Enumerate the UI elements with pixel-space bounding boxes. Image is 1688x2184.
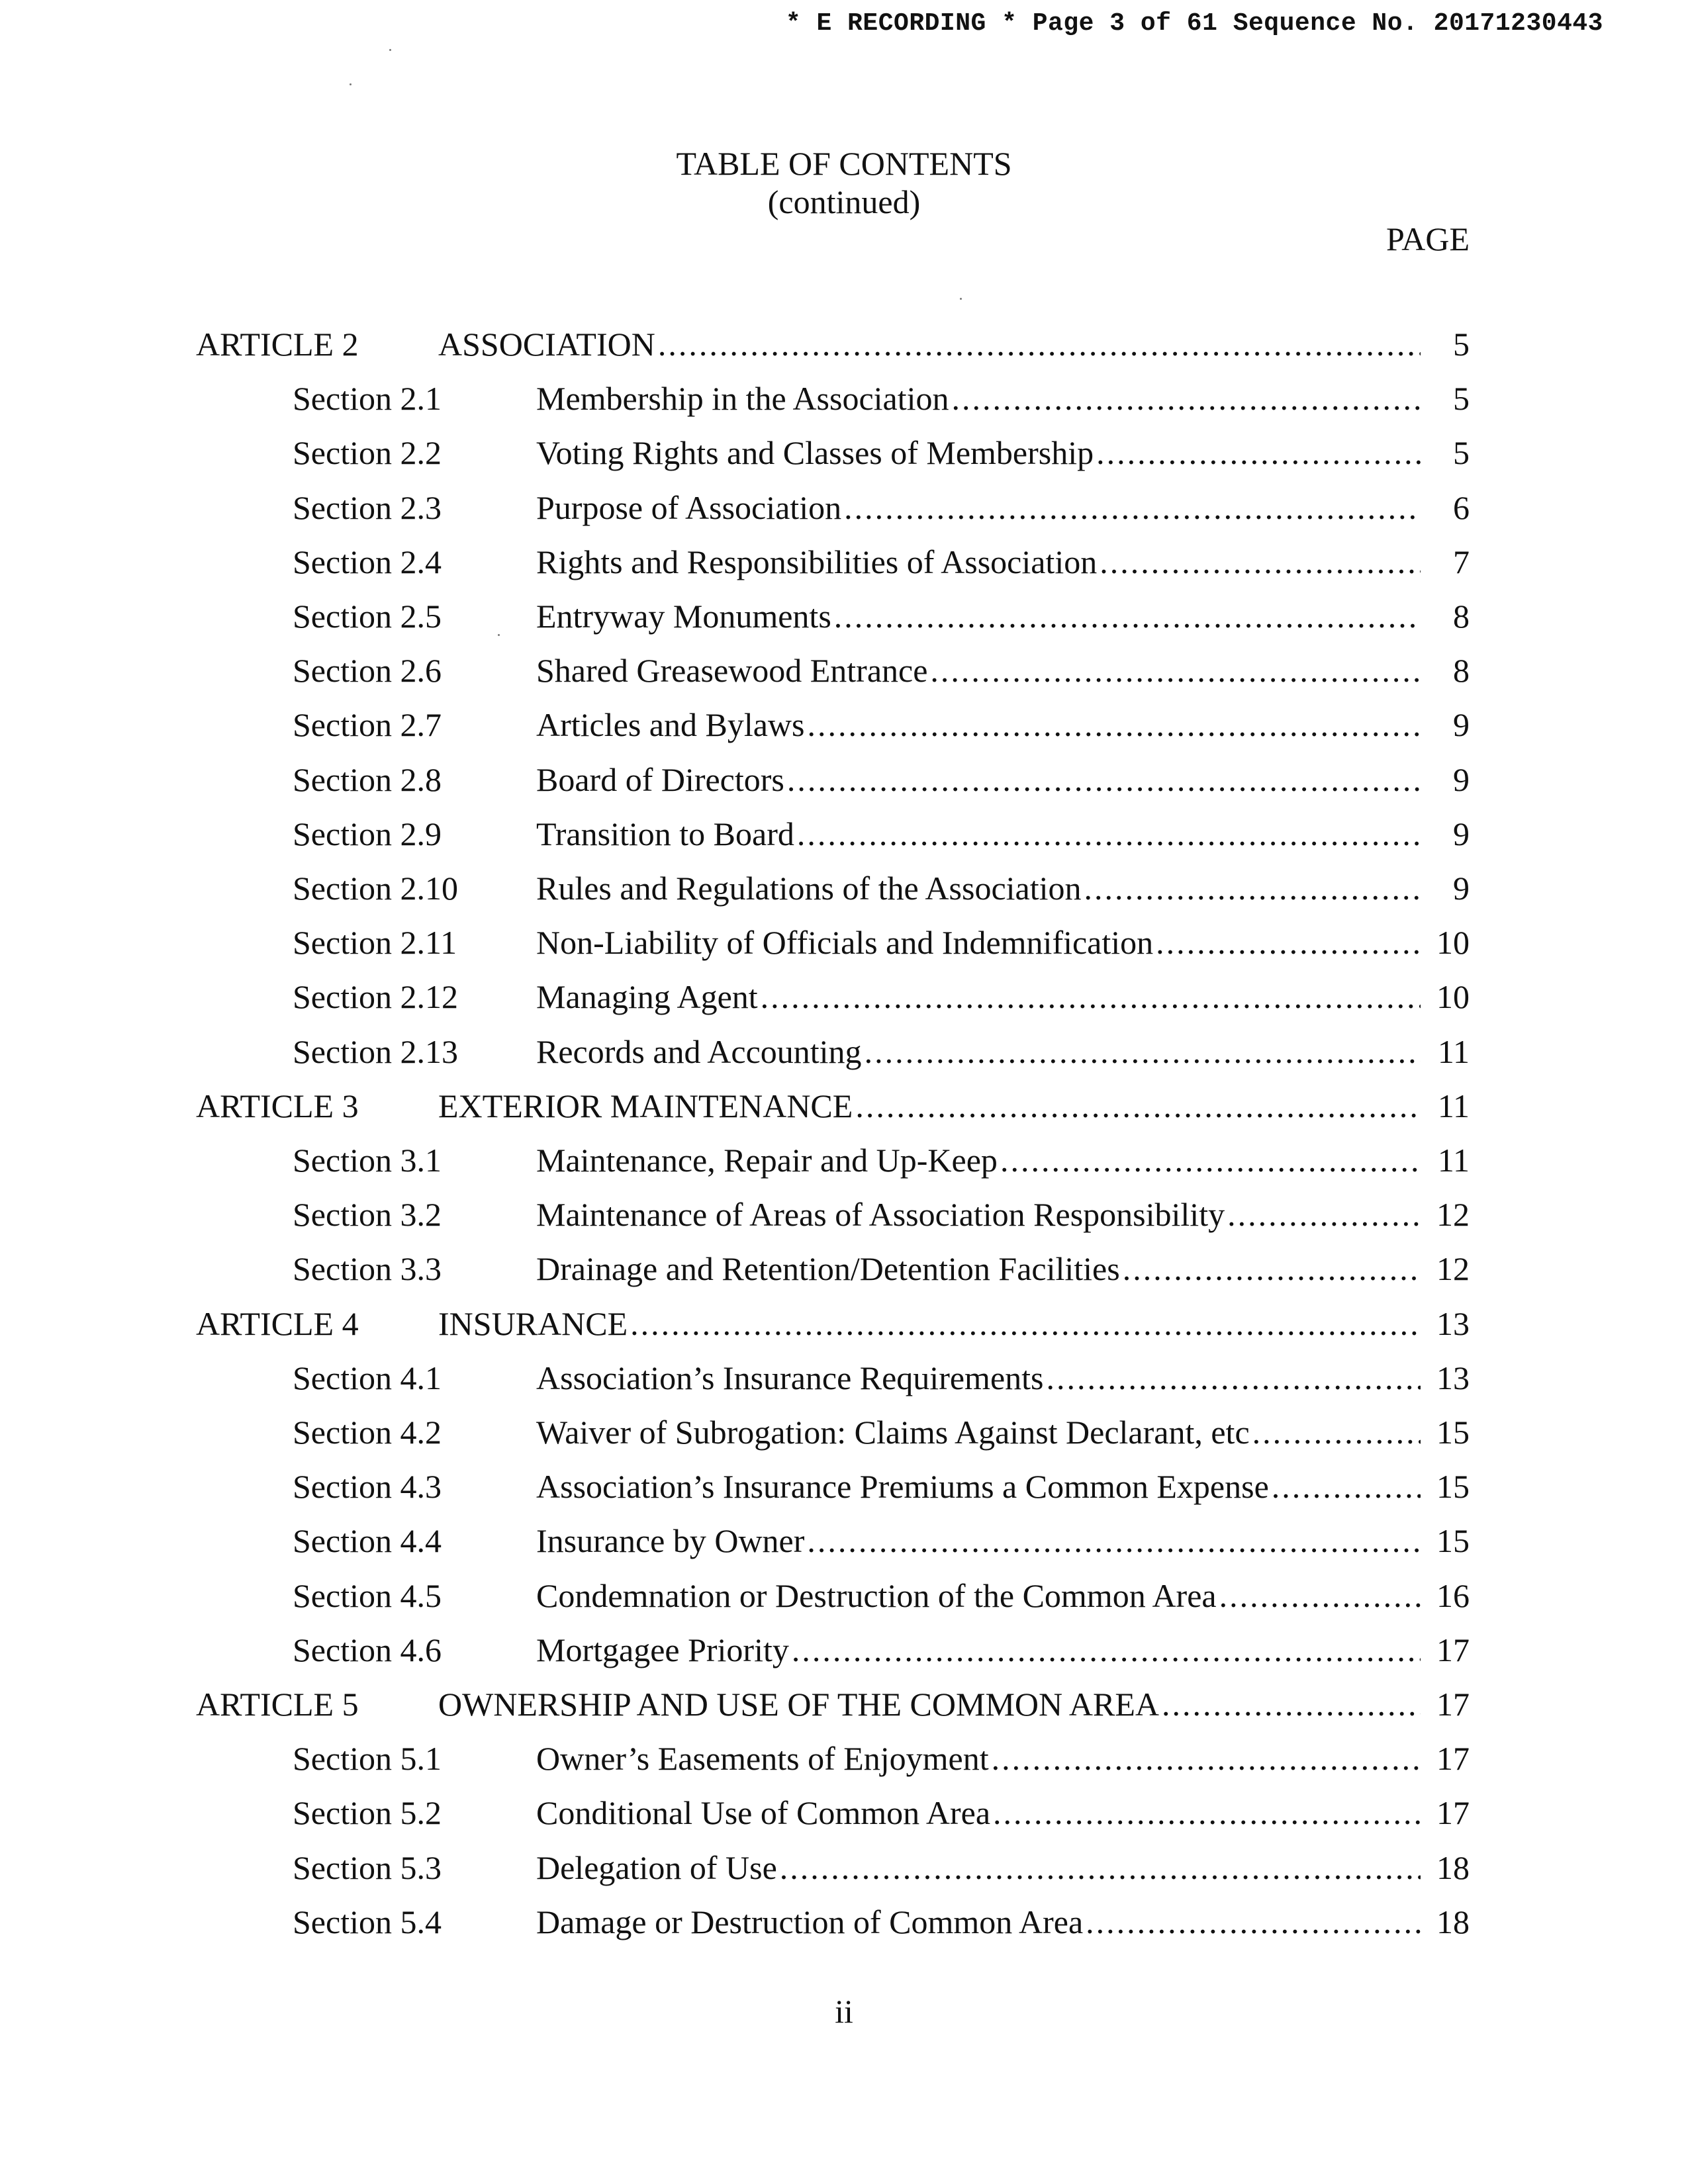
toc-section-row (0, 596, 1688, 636)
section-number: Section 4.1 (293, 1359, 442, 1396)
dot-leader (1162, 1684, 1421, 1724)
page-number: 6 (1453, 489, 1470, 526)
article-number: ARTICLE 4 (196, 1305, 359, 1342)
section-number: Section 2.5 (293, 598, 442, 635)
toc-section-row (0, 1902, 1688, 1942)
page-number: 8 (1453, 652, 1470, 689)
section-title: Board of Directors (536, 761, 784, 798)
toc-section-row (0, 760, 1688, 799)
section-number: Section 2.1 (293, 380, 442, 417)
section-number: Section 4.3 (293, 1468, 442, 1505)
section-title: Rights and Responsibilities of Association (536, 543, 1098, 580)
page-number: 17 (1436, 1794, 1470, 1831)
entry-leader (536, 433, 1421, 473)
dot-leader (1084, 868, 1421, 908)
section-number: Section 5.4 (293, 1903, 442, 1940)
section-number: Section 2.9 (293, 815, 442, 852)
page-number: 17 (1436, 1631, 1470, 1668)
page-number: 18 (1436, 1903, 1470, 1940)
toc-section-row (0, 923, 1688, 962)
section-title: Transition to Board (536, 815, 794, 852)
section-title: Condemnation or Destruction of the Common Area (536, 1577, 1217, 1614)
section-title: Mortgagee Priority (536, 1631, 789, 1668)
dot-leader (1046, 1358, 1421, 1398)
section-number: Section 2.8 (293, 761, 442, 798)
page-number: 7 (1453, 543, 1470, 580)
section-title: Association’s Insurance Premiums a Common Expense (536, 1468, 1269, 1505)
dot-leader (807, 705, 1421, 745)
page-number: 12 (1436, 1250, 1470, 1287)
article-title: EXTERIOR MAINTENANCE (438, 1087, 853, 1124)
page-number: 17 (1436, 1740, 1470, 1777)
entry-leader (536, 705, 1421, 745)
article-title: ASSOCIATION (438, 326, 655, 363)
toc-section-row (0, 1032, 1688, 1071)
page-number: 9 (1453, 870, 1470, 907)
toc-section-row (0, 814, 1688, 854)
section-number: Section 3.3 (293, 1250, 442, 1287)
section-title: Membership in the Association (536, 380, 949, 417)
toc-section-row (0, 433, 1688, 473)
page-column-label: PAGE (1386, 220, 1470, 257)
page-number: 12 (1436, 1196, 1470, 1233)
dot-leader (1100, 542, 1421, 582)
toc-section-row (0, 868, 1688, 908)
section-number: Section 2.2 (293, 434, 442, 471)
entry-leader (536, 1521, 1421, 1561)
page-number: 16 (1436, 1577, 1470, 1614)
toc-section-row (0, 488, 1688, 527)
entry-leader (536, 1358, 1421, 1398)
section-number: Section 2.3 (293, 489, 442, 526)
dot-leader (834, 596, 1421, 636)
scan-speck (389, 49, 391, 51)
entry-leader (536, 1902, 1421, 1942)
entry-leader (438, 324, 1421, 364)
toc-article-row (0, 324, 1688, 364)
entry-leader (536, 814, 1421, 854)
page-number: 8 (1453, 598, 1470, 635)
toc-section-row (0, 1521, 1688, 1561)
dot-leader (1000, 1140, 1421, 1180)
entry-leader (438, 1304, 1421, 1343)
section-number: Section 2.4 (293, 543, 442, 580)
toc-section-row (0, 1195, 1688, 1234)
section-number: Section 2.7 (293, 706, 442, 743)
section-number: Section 4.2 (293, 1414, 442, 1451)
dot-leader (865, 1032, 1421, 1071)
section-number: Section 3.2 (293, 1196, 442, 1233)
section-title: Drainage and Retention/Detention Facilities (536, 1250, 1120, 1287)
section-title: Waiver of Subrogation: Claims Against Declarant, etc (536, 1414, 1250, 1451)
entry-leader (536, 651, 1421, 690)
page-number: 15 (1436, 1468, 1470, 1505)
toc-section-row (0, 1249, 1688, 1289)
section-number: Section 4.5 (293, 1577, 442, 1614)
entry-leader (536, 1249, 1421, 1289)
entry-leader (536, 760, 1421, 799)
entry-leader (536, 1576, 1421, 1615)
page-number: 18 (1436, 1849, 1470, 1886)
page-number-footer: ii (835, 1993, 853, 2030)
entry-leader (536, 1195, 1421, 1234)
section-number: Section 2.11 (293, 924, 457, 961)
entry-leader (536, 542, 1421, 582)
entry-leader (536, 1032, 1421, 1071)
toc-article-row (0, 1086, 1688, 1126)
toc-section-row (0, 379, 1688, 418)
entry-leader (536, 1412, 1421, 1452)
dot-leader (844, 488, 1421, 527)
dot-leader (930, 651, 1421, 690)
entry-leader (536, 379, 1421, 418)
section-title: Delegation of Use (536, 1849, 777, 1886)
section-number: Section 5.3 (293, 1849, 442, 1886)
page-number: 13 (1436, 1305, 1470, 1342)
dot-leader (1086, 1902, 1421, 1942)
section-number: Section 2.6 (293, 652, 442, 689)
dot-leader (792, 1630, 1421, 1670)
dot-leader (855, 1086, 1421, 1126)
dot-leader (1156, 923, 1421, 962)
entry-leader (536, 488, 1421, 527)
dot-leader (780, 1848, 1421, 1888)
section-number: Section 2.13 (293, 1033, 458, 1070)
section-number: Section 4.6 (293, 1631, 442, 1668)
entry-leader (536, 1739, 1421, 1778)
section-number: Section 3.1 (293, 1142, 442, 1179)
entry-leader (536, 1630, 1421, 1670)
toc-section-row (0, 977, 1688, 1017)
dot-leader (797, 814, 1421, 854)
section-title: Records and Accounting (536, 1033, 862, 1070)
entry-leader (536, 1467, 1421, 1506)
toc-article-row (0, 1304, 1688, 1343)
entry-leader (536, 1793, 1421, 1833)
toc-article-row (0, 1684, 1688, 1724)
entry-leader (536, 1848, 1421, 1888)
toc-section-row (0, 542, 1688, 582)
section-title: Non-Liability of Officials and Indemnification (536, 924, 1154, 961)
scan-speck (960, 298, 962, 300)
page-number: 17 (1436, 1686, 1470, 1723)
scan-speck (498, 634, 500, 636)
page-number: 5 (1453, 434, 1470, 471)
scan-speck (350, 83, 352, 85)
entry-leader (536, 923, 1421, 962)
entry-leader (536, 596, 1421, 636)
section-title: Entryway Monuments (536, 598, 831, 635)
section-title: Rules and Regulations of the Association (536, 870, 1082, 907)
toc-section-row (0, 1140, 1688, 1180)
section-title: Articles and Bylaws (536, 706, 805, 743)
section-title: Association’s Insurance Requirements (536, 1359, 1044, 1396)
toc-section-row (0, 1630, 1688, 1670)
toc-section-row (0, 705, 1688, 745)
page-number: 10 (1436, 924, 1470, 961)
dot-leader (1096, 433, 1421, 473)
page-number: 9 (1453, 706, 1470, 743)
section-title: Maintenance of Areas of Association Responsibility (536, 1196, 1225, 1233)
page-number: 5 (1453, 380, 1470, 417)
section-title: Insurance by Owner (536, 1522, 805, 1559)
page-number: 11 (1437, 1087, 1470, 1124)
dot-leader (993, 1793, 1421, 1833)
article-number: ARTICLE 3 (196, 1087, 359, 1124)
dot-leader (658, 324, 1421, 364)
toc-section-row (0, 1793, 1688, 1833)
section-number: Section 5.2 (293, 1794, 442, 1831)
recording-stamp: * E RECORDING * Page 3 of 61 Sequence No. 20171230443 (785, 9, 1603, 38)
dot-leader (761, 977, 1421, 1017)
article-number: ARTICLE 2 (196, 326, 359, 363)
dot-leader (787, 760, 1421, 799)
page-number: 15 (1436, 1522, 1470, 1559)
section-title: Managing Agent (536, 978, 758, 1015)
section-title: Conditional Use of Common Area (536, 1794, 991, 1831)
dot-leader (1123, 1249, 1421, 1289)
section-title: Voting Rights and Classes of Membership (536, 434, 1094, 471)
toc-section-row (0, 1467, 1688, 1506)
section-number: Section 2.12 (293, 978, 458, 1015)
toc-section-row (0, 1848, 1688, 1888)
dot-leader (992, 1739, 1421, 1778)
page-number: 11 (1437, 1142, 1470, 1179)
dot-leader (630, 1304, 1421, 1343)
dot-leader (807, 1521, 1421, 1561)
entry-leader (438, 1684, 1421, 1724)
page-number: 9 (1453, 761, 1470, 798)
toc-title: TABLE OF CONTENTS (676, 145, 1012, 182)
section-title: Owner’s Easements of Enjoyment (536, 1740, 989, 1777)
page-number: 9 (1453, 815, 1470, 852)
section-title: Shared Greasewood Entrance (536, 652, 928, 689)
dot-leader (952, 379, 1421, 418)
article-title: INSURANCE (438, 1305, 628, 1342)
entry-leader (438, 1086, 1421, 1126)
toc-heading (0, 144, 1688, 221)
toc-section-row (0, 1358, 1688, 1398)
toc-subtitle: (continued) (767, 183, 921, 220)
page-number: 15 (1436, 1414, 1470, 1451)
page-number: 10 (1436, 978, 1470, 1015)
section-title: Maintenance, Repair and Up-Keep (536, 1142, 998, 1179)
article-title: OWNERSHIP AND USE OF THE COMMON AREA (438, 1686, 1159, 1723)
section-title: Purpose of Association (536, 489, 842, 526)
toc-section-row (0, 1739, 1688, 1778)
section-number: Section 2.10 (293, 870, 458, 907)
article-number: ARTICLE 5 (196, 1686, 359, 1723)
entry-leader (536, 1140, 1421, 1180)
entry-leader (536, 977, 1421, 1017)
page-number: 13 (1436, 1359, 1470, 1396)
page-number: 5 (1453, 326, 1470, 363)
entry-leader (536, 868, 1421, 908)
toc-section-row (0, 651, 1688, 690)
section-number: Section 4.4 (293, 1522, 442, 1559)
section-title: Damage or Destruction of Common Area (536, 1903, 1084, 1940)
toc-section-row (0, 1576, 1688, 1615)
page-number: 11 (1437, 1033, 1470, 1070)
toc-section-row (0, 1412, 1688, 1452)
section-number: Section 5.1 (293, 1740, 442, 1777)
